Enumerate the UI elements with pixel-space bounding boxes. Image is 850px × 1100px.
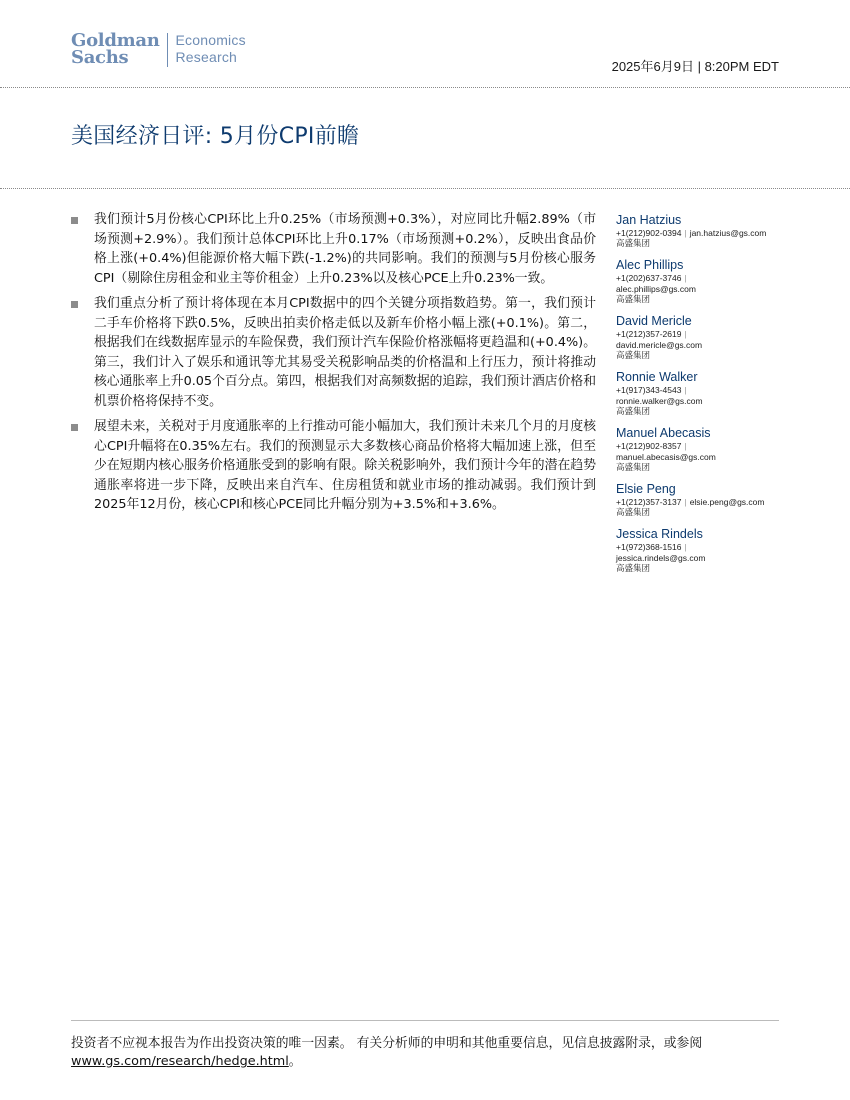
author-contact: +1(917)343-4543 | ronnie.walker@gs.com — [616, 385, 703, 406]
author-list — [616, 212, 816, 582]
author-phone: +1(212)357-3137 — [616, 497, 682, 507]
author-firm: 高盛集团 — [616, 508, 651, 518]
author-contact: +1(212)357-3137 | elsie.peng@gs.com — [616, 497, 765, 507]
author-entry — [616, 212, 816, 250]
goldman-sachs-logo — [71, 32, 246, 67]
author-entry — [616, 481, 816, 519]
author-name: Ronnie Walker — [616, 370, 698, 384]
bullet-text: 我们预计5月份核心CPI环比上升0.25%（市场预测+0.3%），对应同比升幅2.89%（市场预测+2.9%）。我们预计总体CPI环比上升0.17%（市场预测+0.2%），反映出食品价格上涨(+0.4%)但能源价格大幅下跌(-1.2%)的共同影响。我们的预测与5月份核心服务CPI（剔除住房租金和业主等价租金）上升0.23%以及核心PCE上升0.23%一致。 — [94, 212, 596, 286]
footer-divider — [71, 1020, 779, 1021]
author-firm: 高盛集团 — [616, 564, 651, 574]
bullet-item — [71, 417, 596, 515]
logo-department — [176, 32, 246, 66]
author-phone: +1(202)637-3746 — [616, 273, 682, 283]
page-title: 美国经济日评: 5月份CPI前瞻 — [71, 124, 360, 149]
logo-line-1: Goldman — [71, 30, 160, 51]
author-entry — [616, 425, 816, 474]
author-email[interactable]: jessica.rindels@gs.com — [616, 553, 706, 563]
author-email[interactable]: elsie.peng@gs.com — [689, 497, 765, 507]
author-contact: +1(212)902-0394 | jan.hatzius@gs.com — [616, 228, 767, 238]
author-entry — [616, 257, 816, 306]
author-contact: +1(972)368-1516 | jessica.rindels@gs.com — [616, 542, 706, 563]
report-date: 2025年6月9日 | 8:20PM EDT — [611, 59, 779, 74]
disclaimer-footer — [71, 1035, 779, 1071]
author-email[interactable]: manuel.abecasis@gs.com — [616, 452, 716, 462]
square-bullet-icon — [71, 301, 78, 308]
author-name: Jan Hatzius — [616, 213, 682, 227]
author-entry — [616, 526, 816, 575]
author-firm: 高盛集团 — [616, 463, 651, 473]
author-firm: 高盛集团 — [616, 295, 651, 305]
author-phone: +1(212)357-2619 — [616, 329, 682, 339]
author-email[interactable]: david.mericle@gs.com — [616, 340, 703, 350]
bullet-item — [71, 294, 596, 411]
author-phone: +1(972)368-1516 — [616, 542, 682, 552]
author-firm: 高盛集团 — [616, 351, 651, 361]
author-contact: +1(212)902-8357 | manuel.abecasis@gs.com — [616, 441, 716, 462]
author-name: Elsie Peng — [616, 482, 676, 496]
square-bullet-icon — [71, 217, 78, 224]
author-entry — [616, 369, 816, 418]
author-name: Jessica Rindels — [616, 527, 703, 541]
author-name: Manuel Abecasis — [616, 426, 711, 440]
author-phone: +1(917)343-4543 — [616, 385, 682, 395]
logo-dept-line-2: Research — [175, 49, 238, 65]
author-firm: 高盛集团 — [616, 239, 651, 249]
author-contact: +1(202)637-3746 | alec.phillips@gs.com — [616, 273, 696, 294]
logo-line-2: Sachs — [71, 47, 129, 68]
logo-divider — [167, 33, 168, 67]
logo-dept-line-1: Economics — [175, 32, 246, 48]
author-email[interactable]: ronnie.walker@gs.com — [616, 396, 703, 406]
disclaimer-text: 投资者不应视本报告为作出投资决策的唯一因素。 有关分析师的申明和其他重要信息，见信息披露附录，或参阅 — [71, 1036, 703, 1051]
author-entry — [616, 313, 816, 362]
author-phone: +1(212)902-0394 — [616, 228, 682, 238]
author-email[interactable]: jan.hatzius@gs.com — [689, 228, 767, 238]
header-divider — [0, 87, 850, 88]
bullet-item — [71, 210, 596, 288]
author-name: Alec Phillips — [616, 258, 684, 272]
bullet-text: 我们重点分析了预计将体现在本月CPI数据中的四个关键分项指数趋势。第一，我们预计二手车价格将下跌0.5%，反映出拍卖价格走低以及新车价格小幅上涨(+0.1%)。第二，根据我们在线数据库显示的车险保费，我们预计汽车保险价格涨幅将更趋温和(+0.4%)。第三，我们计入了娱乐和通讯等尤其易受关税影响品类的价格温和上行压力，预计将推动核心通胀率上升0.05个百分点。第四，根据我们对高频数据的追踪，我们预计酒店价格和机票价格将保持不变。 — [94, 296, 596, 409]
title-divider — [0, 188, 850, 189]
author-email[interactable]: alec.phillips@gs.com — [616, 284, 696, 294]
disclosure-link[interactable]: www.gs.com/research/hedge.html — [71, 1054, 289, 1069]
author-phone: +1(212)902-8357 — [616, 441, 682, 451]
logo-wordmark — [71, 32, 160, 66]
disclaimer-end: 。 — [288, 1054, 302, 1069]
author-firm: 高盛集团 — [616, 407, 651, 417]
square-bullet-icon — [71, 424, 78, 431]
author-contact: +1(212)357-2619 | david.mericle@gs.com — [616, 329, 703, 350]
author-name: David Mericle — [616, 314, 692, 328]
summary-bullets — [71, 210, 596, 521]
bullet-text: 展望未来，关税对于月度通胀率的上行推动可能小幅加大，我们预计未来几个月的月度核心CPI升幅将在0.35%左右。我们的预测显示大多数核心商品价格将大幅加速上涨，但至少在短期内核心服务价格通胀受到的影响有限。除关税影响外，我们预计今年的潜在趋势通胀率将进一步下降，反映出来自汽车、住房租赁和就业市场的推动减弱。我们预计到2025年12月份，核心CPI和核心PCE同比升幅分别为+3.5%和+3.6%。 — [94, 419, 596, 512]
